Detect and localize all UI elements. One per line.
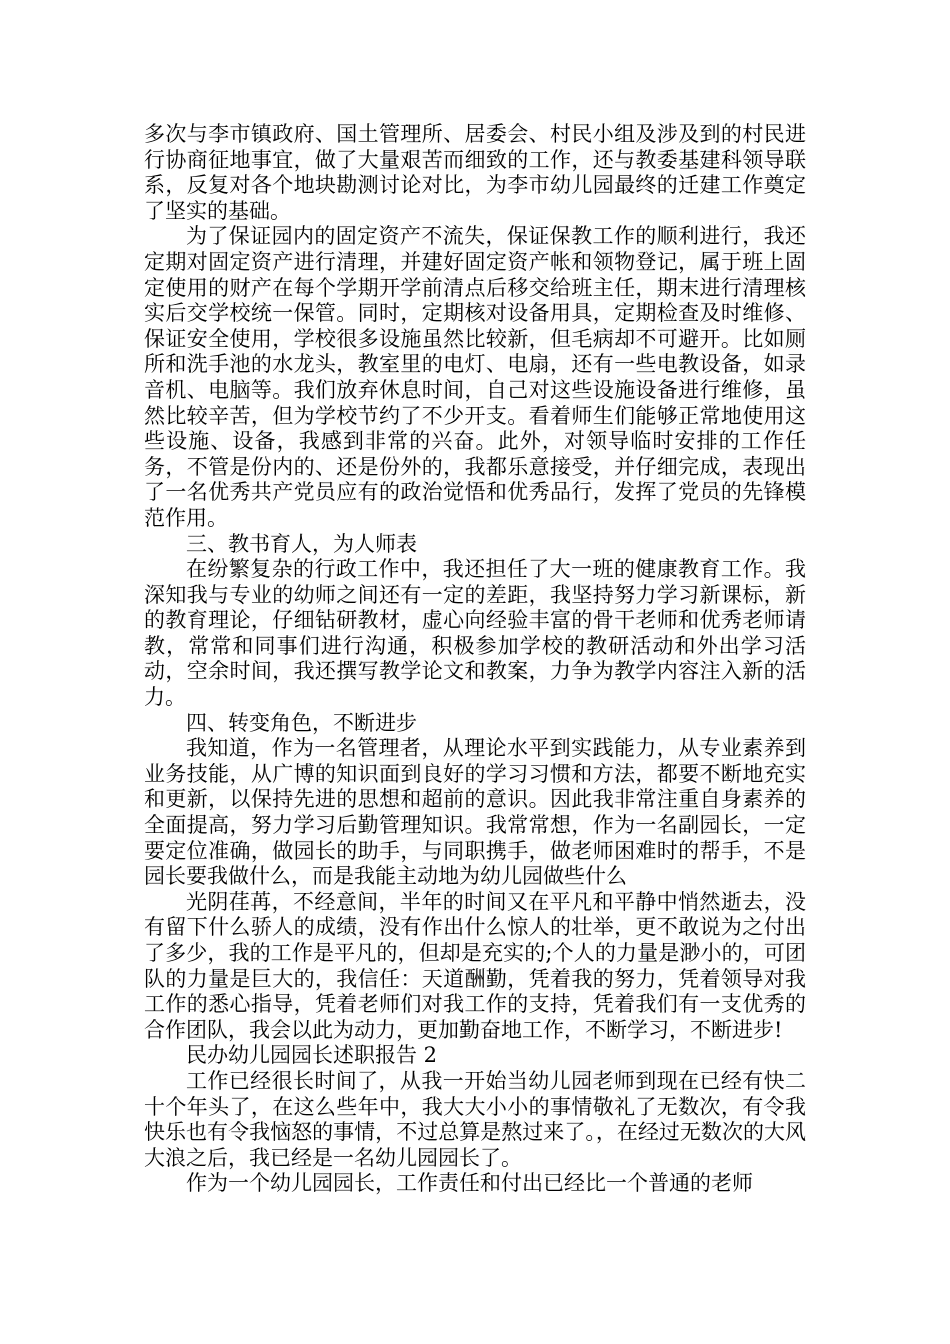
report-title-2: 民办幼儿园园长述职报告 2 (186, 1043, 438, 1068)
paragraph-conclusion: 光阴荏苒，不经意间，半年的时间又在平凡和平静中悄然逝去，没有留下什么骄人的成绩，没有作出什么惊人的壮举，更不敢说为之付出了多少，我的工作是平凡的，但却是充实的;个人的力量是渺小的，可团队的力量是巨大的，我信任：天道酬勤，凭着我的努力，凭着领导对我工作的悉心指导，凭着老师们对我工作的支持，凭着我们有一支优秀的合作团队，我会以此为动力，更加勤奋地工作，不断学习，不断进步! (144, 889, 806, 1042)
paragraph-health-education: 在纷繁复杂的行政工作中，我还担任了大一班的健康教育工作。我深知我与专业的幼师之间还有一定的差距，我坚持努力学习新课标，新的教育理论，仔细钻研教材，虚心向经验丰富的骨干老师和优秀老师请教，常常和同事们进行沟通，积极参加学校的教研活动和外出学习活动，空余时间，我还撰写教学论文和教案，力争为教学内容注入新的活力。 (144, 557, 806, 710)
document-page (144, 122, 806, 1197)
paragraph-principal-duty: 作为一个幼儿园园长，工作责任和付出已经比一个普通的老师 (186, 1171, 753, 1196)
paragraph-self-improvement: 我知道，作为一名管理者，从理论水平到实践能力，从专业素养到业务技能，从广博的知识面到良好的学习习惯和方法，都要不断地充实和更新，以保持先进的思想和超前的意识。因此我非常注重自身素养的全面提高，努力学习后勤管理知识。我常常想，作为一名副园长，一定要定位准确，做园长的助手，与同职携手，做老师困难时的帮手，不是园长要我做什么，而是我能主动地为幼儿园做些什么 (144, 736, 806, 889)
section-heading-role-change: 四、转变角色，不断进步 (186, 710, 417, 735)
paragraph-career-intro: 工作已经很长时间了，从我一开始当幼儿园老师到现在已经有快二十个年头了，在这么些年中，我大大小小的事情敬礼了无数次，有令我快乐也有令我恼怒的事情，不过总算是熬过来了。，在经过无数次的大风大浪之后，我已经是一名幼儿园园长了。 (144, 1068, 806, 1170)
paragraph-fixed-assets: 为了保证园内的固定资产不流失，保证保教工作的顺利进行，我还定期对固定资产进行清理，并建好固定资产帐和领物登记，属于班上固定使用的财产在每个学期开学前清点后移交给班主任，期末进行清理核实后交学校统一保管。同时，定期核对设备用具，定期检查及时维修、保证安全使用，学校很多设施虽然比较新，但毛病却不可避开。比如厕所和洗手池的水龙头，教室里的电灯、电扇，还有一些电教设备，如录音机、电脑等。我们放弃休息时间，自己对这些设施设备进行维修，虽然比较辛苦，但为学校节约了不少开支。看着师生们能够正常地使用这些设施、设备，我感到非常的兴奋。此外，对领导临时安排的工作任务，不管是份内的、还是份外的，我都乐意接受，并仔细完成，表现出了一名优秀共产党员应有的政治觉悟和优秀品行，发挥了党员的先锋模范作用。 (144, 224, 806, 530)
section-heading-teaching: 三、教书育人，为人师表 (186, 531, 417, 556)
paragraph-land-negotiation: 多次与李市镇政府、国土管理所、居委会、村民小组及涉及到的村民进行协商征地事宜，做了大量艰苦而细致的工作，还与教委基建科领导联系，反复对各个地块勘测讨论对比，为李市幼儿园最终的迁建工作奠定了坚实的基础。 (144, 122, 806, 223)
